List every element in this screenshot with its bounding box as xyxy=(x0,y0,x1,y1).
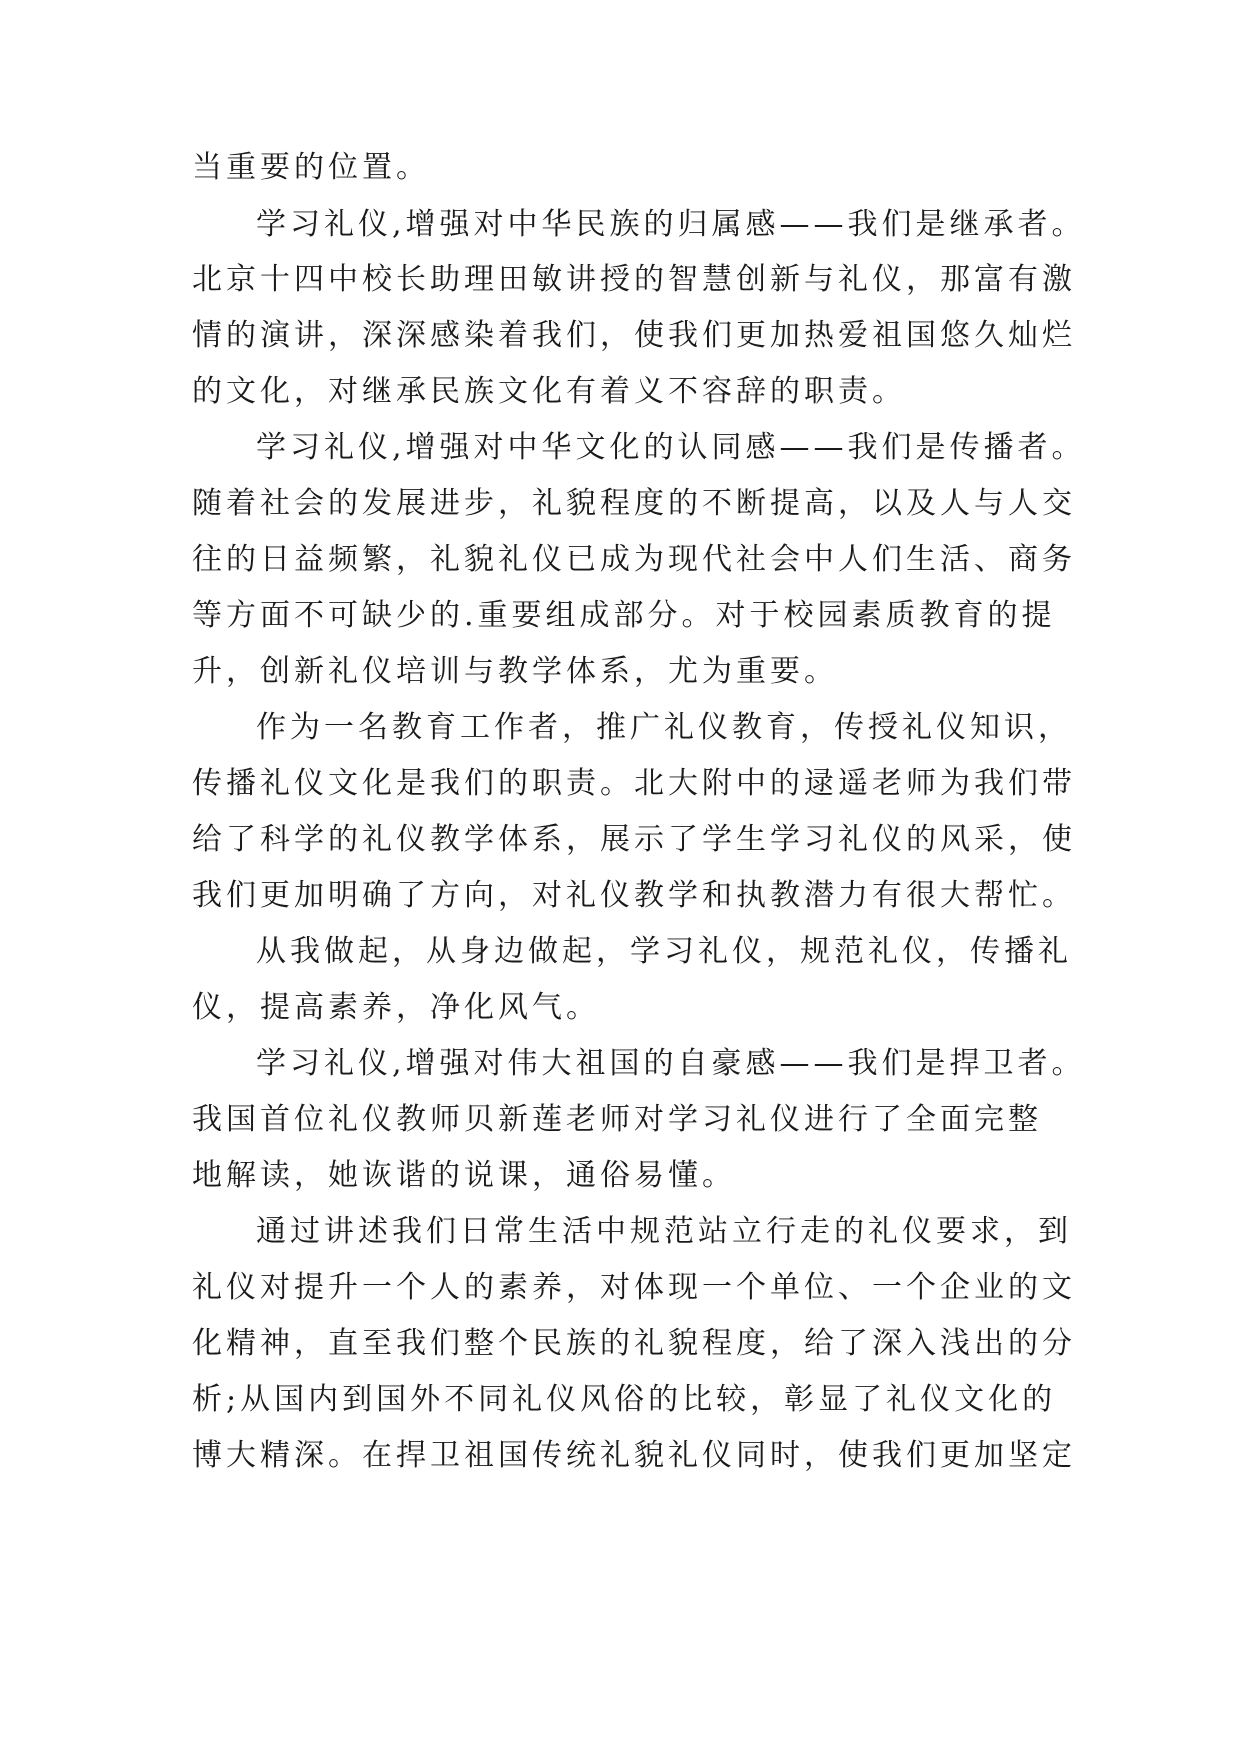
text-line: 地解读，她诙谐的说课，通俗易懂。 xyxy=(192,1158,736,1193)
text-line: 博大精深。在捍卫祖国传统礼貌礼仪同时，使我们更加坚定 xyxy=(192,1438,1076,1473)
text-line: 往的日益频繁，礼貌礼仪已成为现代社会中人们生活、商务 xyxy=(192,542,1076,577)
text-line: 给了科学的礼仪教学体系，展示了学生学习礼仪的风采，使 xyxy=(192,822,1076,857)
text-line: 通过讲述我们日常生活中规范站立行走的礼仪要求，到 xyxy=(256,1214,1072,1249)
text-line: 传播礼仪文化是我们的职责。北大附中的逯遥老师为我们带 xyxy=(192,766,1076,801)
text-line: 析;从国内到国外不同礼仪风俗的比较，彰显了礼仪文化的 xyxy=(192,1382,1057,1417)
text-line: 情的演讲，深深感染着我们，使我们更加热爱祖国悠久灿烂 xyxy=(192,318,1076,353)
text-line: 的文化，对继承民族文化有着义不容辞的职责。 xyxy=(192,374,906,409)
text-line: 从我做起，从身边做起，学习礼仪，规范礼仪，传播礼 xyxy=(256,934,1072,969)
text-line: 学习礼仪,增强对中华民族的归属感——我们是继承者。 xyxy=(256,207,1086,242)
text-line: 学习礼仪,增强对伟大祖国的自豪感——我们是捍卫者。 xyxy=(256,1046,1086,1081)
text-line: 作为一名教育工作者，推广礼仪教育，传授礼仪知识， xyxy=(256,710,1072,745)
text-line: 等方面不可缺少的.重要组成部分。对于校园素质教育的提 xyxy=(192,598,1056,633)
text-line: 当重要的位置。 xyxy=(192,150,430,185)
text-line: 我国首位礼仪教师贝新莲老师对学习礼仪进行了全面完整 xyxy=(192,1102,1042,1137)
text-line: 北京十四中校长助理田敏讲授的智慧创新与礼仪，那富有激 xyxy=(192,262,1076,297)
text-line: 礼仪对提升一个人的素养，对体现一个单位、一个企业的文 xyxy=(192,1270,1076,1305)
text-line: 随着社会的发展进步，礼貌程度的不断提高，以及人与人交 xyxy=(192,486,1076,521)
text-line: 我们更加明确了方向，对礼仪教学和执教潜力有很大帮忙。 xyxy=(192,878,1076,913)
text-line: 化精神，直至我们整个民族的礼貌程度，给了深入浅出的分 xyxy=(192,1326,1076,1361)
text-line: 升，创新礼仪培训与教学体系，尤为重要。 xyxy=(192,654,838,689)
text-line: 学习礼仪,增强对中华文化的认同感——我们是传播者。 xyxy=(256,430,1086,465)
text-line: 仪，提高素养，净化风气。 xyxy=(192,990,600,1025)
